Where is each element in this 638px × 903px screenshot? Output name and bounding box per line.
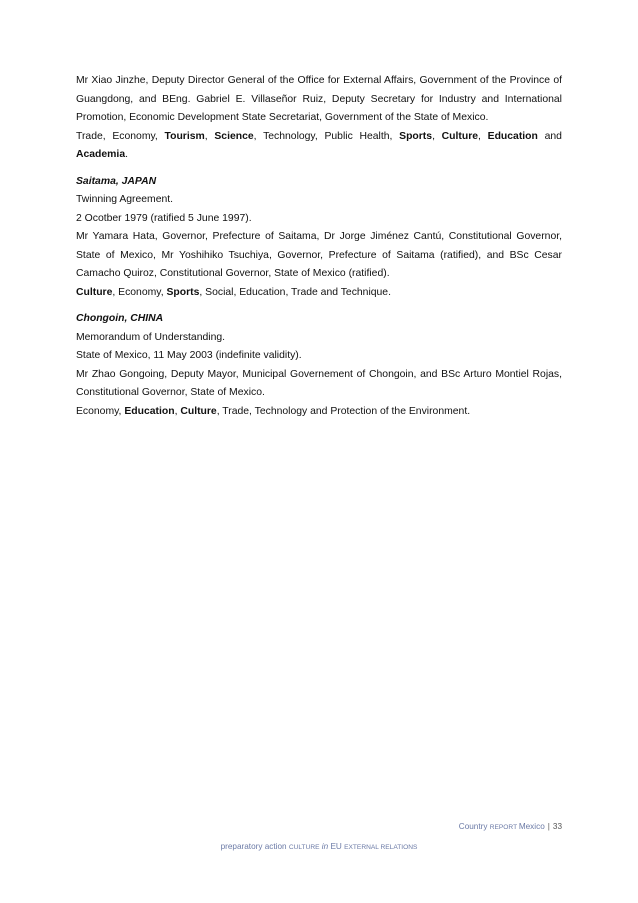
area-item: Tourism (164, 130, 205, 142)
document-body (76, 72, 562, 421)
area-sports: Sports (166, 286, 200, 298)
area-item: Public Health (324, 130, 390, 142)
agreement-signatories: Mr Zhao Gongoing, Deputy Mayor, Municipal Governement of Chongoin, and BSc Arturo Montiel Rojas, Constitutional Governor, State of Mexico. (76, 368, 562, 398)
running-footer (459, 822, 562, 831)
area-text: , Trade, Technology and Protection of the Environment. (216, 405, 471, 417)
cooperation-areas (76, 403, 562, 422)
agreement-type: Memorandum of Understanding. (76, 331, 226, 343)
area-item: Culture (441, 130, 479, 142)
area-text: Economy, (76, 405, 125, 417)
footer-separator: | (547, 822, 550, 831)
area-item: Technology (263, 130, 315, 142)
area-item: Sports (399, 130, 433, 142)
publication-footer: preparatory action CULTURE in EU EXTERNAL RELATIONS (220, 842, 418, 851)
agreement-signatories: Mr Yamara Hata, Governor, Prefecture of Saitama, Dr Jorge Jiménez Cantú, Constitutional Governor, State of Mexico, Mr Yoshihiko Tsuchiya, Governor, Prefecture of Saitama (ratified), and BSc Cesar Camacho Quiroz, Constitutional Governor, State of Mexico (ratified). (76, 231, 562, 279)
footer-report-label: Country REPORT Mexico (458, 822, 545, 831)
agreement-date: 2 Ocotber 1979 (ratified 5 June 1997). (76, 212, 252, 224)
agreement-type: Twinning Agreement. (76, 194, 174, 205)
cooperation-areas: Trade, Economy, Tourism, Science, Technology, Public Health, Sports, Culture, Education and Academia. (76, 130, 562, 160)
area-item: Education (487, 130, 538, 142)
area-item: Academia (76, 149, 126, 160)
area-item: Science (214, 130, 254, 142)
area-text: , Social, Education, Trade and Technique. (199, 286, 391, 298)
cooperation-areas (76, 284, 562, 303)
area-culture: Culture (76, 286, 113, 298)
agreement-date: State of Mexico, 11 May 2003 (indefinite validity). (76, 350, 302, 361)
area-item: Economy (112, 130, 155, 142)
agreement-signatories: Mr Xiao Jinzhe, Deputy Director General of the Office for External Affairs, Government of the Province of Guangdong, and BEng. Gabriel E. Villaseñor Ruiz, Deputy Secretary for Industry and International Promotion, Economic Development State Secretariat, Government of the State of Mexico. (76, 75, 562, 123)
section-heading-saitama: Saitama, JAPAN (76, 175, 157, 187)
area-item: Trade (76, 130, 103, 142)
page-number: 33 (552, 822, 562, 831)
area-culture: Culture (180, 405, 217, 417)
area-education: Education (124, 405, 175, 417)
section-heading-chongoin: Chongoin, CHINA (76, 313, 164, 324)
area-text: , Economy, (112, 286, 167, 298)
area-text: , (174, 405, 181, 417)
